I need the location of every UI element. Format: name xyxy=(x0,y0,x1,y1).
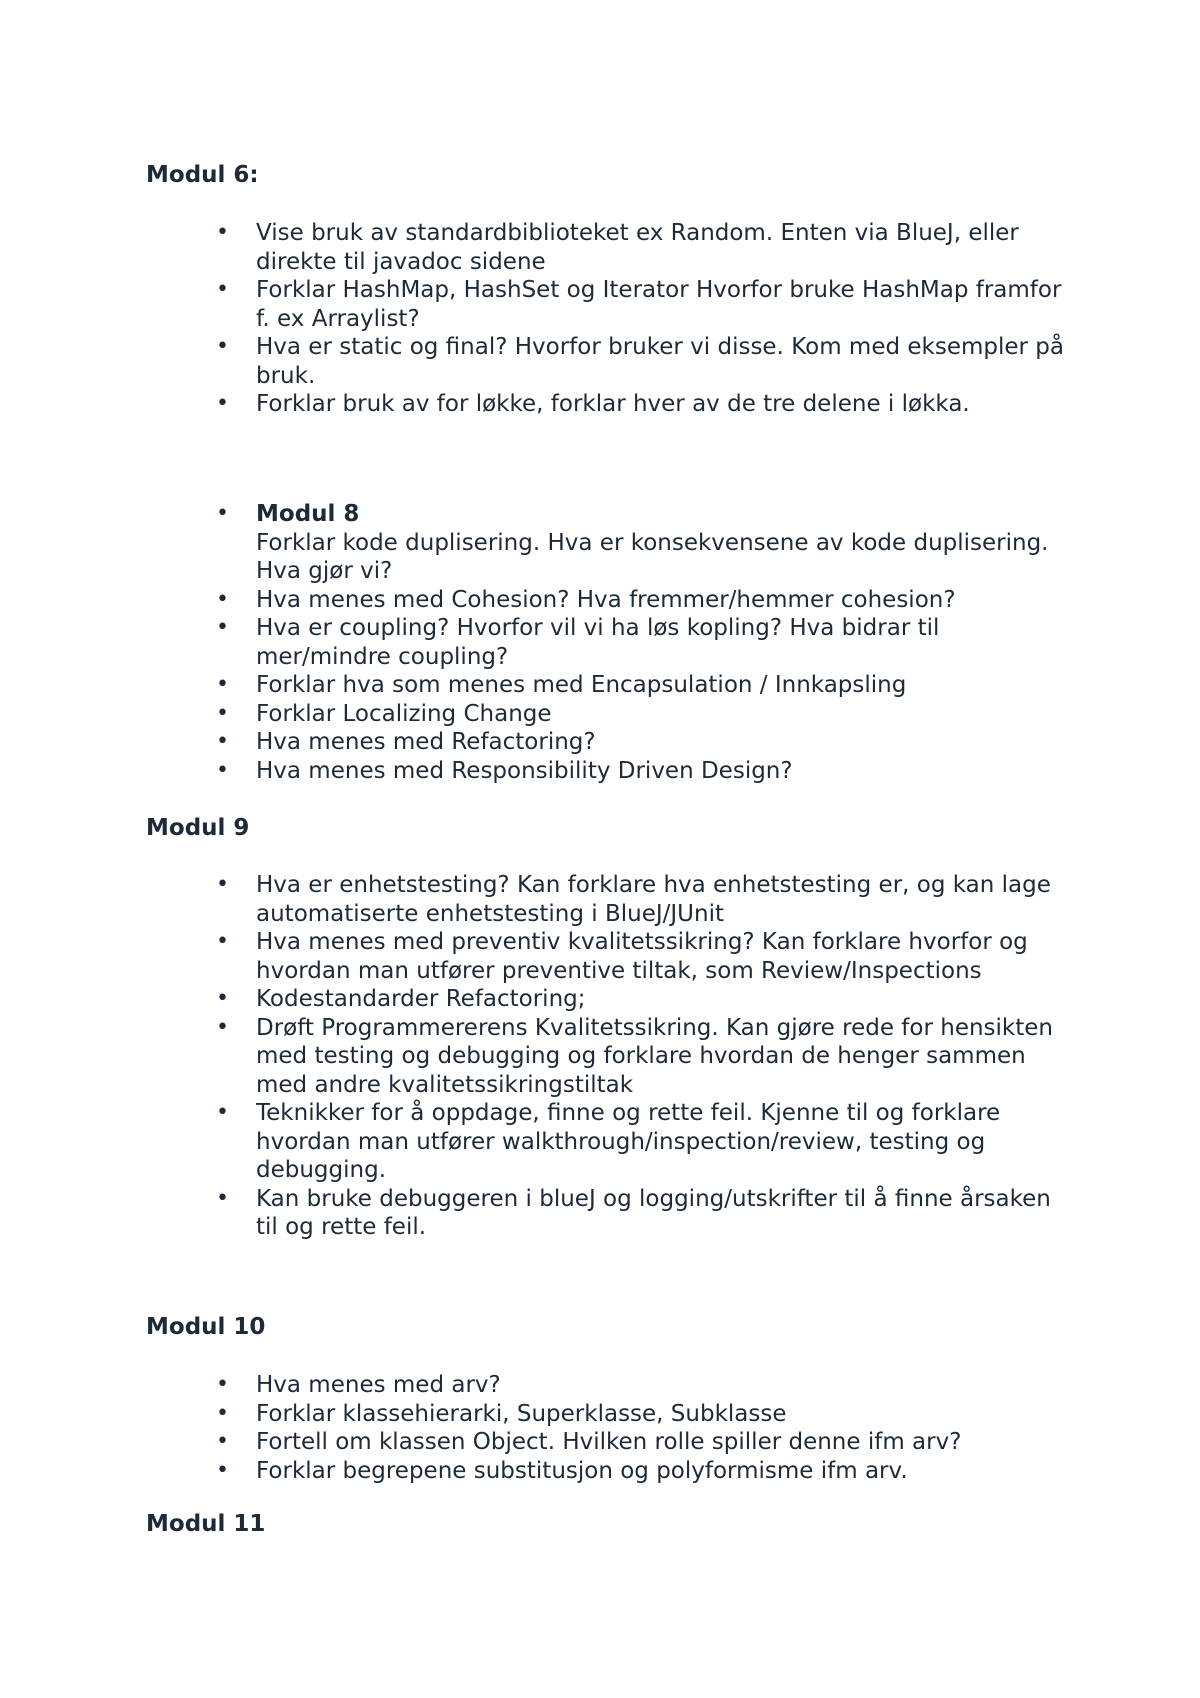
list-item: • Kan bruke debuggeren i blueJ og logging/utskrifter til å finne årsaken til og rette feil. xyxy=(0,1185,1200,1242)
modul6-list xyxy=(0,219,1200,419)
list-item xyxy=(0,500,1200,586)
modul11-heading: Modul 11 xyxy=(146,1511,266,1537)
list-item: • Kodestandarder Refactoring; xyxy=(0,985,1200,1014)
modul9-list xyxy=(0,871,1200,1242)
modul10-list xyxy=(0,1371,1200,1485)
list-item: • Forklar Localizing Change xyxy=(0,700,1200,729)
list-item: • Teknikker for å oppdage, finne og rette feil. Kjenne til og forklare hvordan man utfører walkthrough/inspection/review, testing og debugging. xyxy=(0,1099,1200,1185)
list-item: • Hva menes med arv? xyxy=(0,1371,1200,1400)
modul10-heading: Modul 10 xyxy=(146,1314,266,1340)
list-item: • Forklar hva som menes med Encapsulation / Innkapsling xyxy=(0,671,1200,700)
list-item: • Drøft Programmererens Kvalitetssikring. Kan gjøre rede for hensikten med testing og debugging og forklare hvordan de henger sammen med andre kvalitetssikringstiltak xyxy=(0,1014,1200,1100)
list-item: • Forklar klassehierarki, Superklasse, Subklasse xyxy=(0,1400,1200,1429)
list-item: • Hva er coupling? Hvorfor vil vi ha løs kopling? Hva bidrar til mer/mindre coupling? xyxy=(0,614,1200,671)
list-item: • Vise bruk av standardbiblioteket ex Random. Enten via BlueJ, eller direkte til javadoc sidene xyxy=(0,219,1200,276)
list-item: • Forklar begrepene substitusjon og polyformisme ifm arv. xyxy=(0,1457,1200,1486)
list-item: • Forklar bruk av for løkke, forklar hver av de tre delene i løkka. xyxy=(0,390,1200,419)
modul8-list xyxy=(0,500,1200,785)
list-item: • Hva er enhetstesting? Kan forklare hva enhetstesting er, og kan lage automatiserte enhetstesting i BlueJ/JUnit xyxy=(0,871,1200,928)
list-item: • Fortell om klassen Object. Hvilken rolle spiller denne ifm arv? xyxy=(0,1428,1200,1457)
list-item: • Hva menes med Refactoring? xyxy=(0,728,1200,757)
list-item: • Hva menes med preventiv kvalitetssikring? Kan forklare hvorfor og hvordan man utfører preventive tiltak, som Review/Inspections xyxy=(0,928,1200,985)
modul8-first-text: Forklar kode duplisering. Hva er konsekvensene av kode duplisering. Hva gjør vi? xyxy=(256,529,1049,584)
list-item: • Hva er static og final? Hvorfor bruker vi disse. Kom med eksempler på bruk. xyxy=(0,333,1200,390)
list-item: • Forklar HashMap, HashSet og Iterator Hvorfor bruke HashMap framfor f. ex Arraylist? xyxy=(0,276,1200,333)
modul6-heading: Modul 6: xyxy=(146,162,259,188)
modul8-heading: • Modul 8 xyxy=(256,501,360,527)
modul9-heading: Modul 9 xyxy=(146,815,250,841)
list-item: • Hva menes med Cohesion? Hva fremmer/hemmer cohesion? xyxy=(0,586,1200,615)
list-item: • Hva menes med Responsibility Driven Design? xyxy=(0,757,1200,786)
